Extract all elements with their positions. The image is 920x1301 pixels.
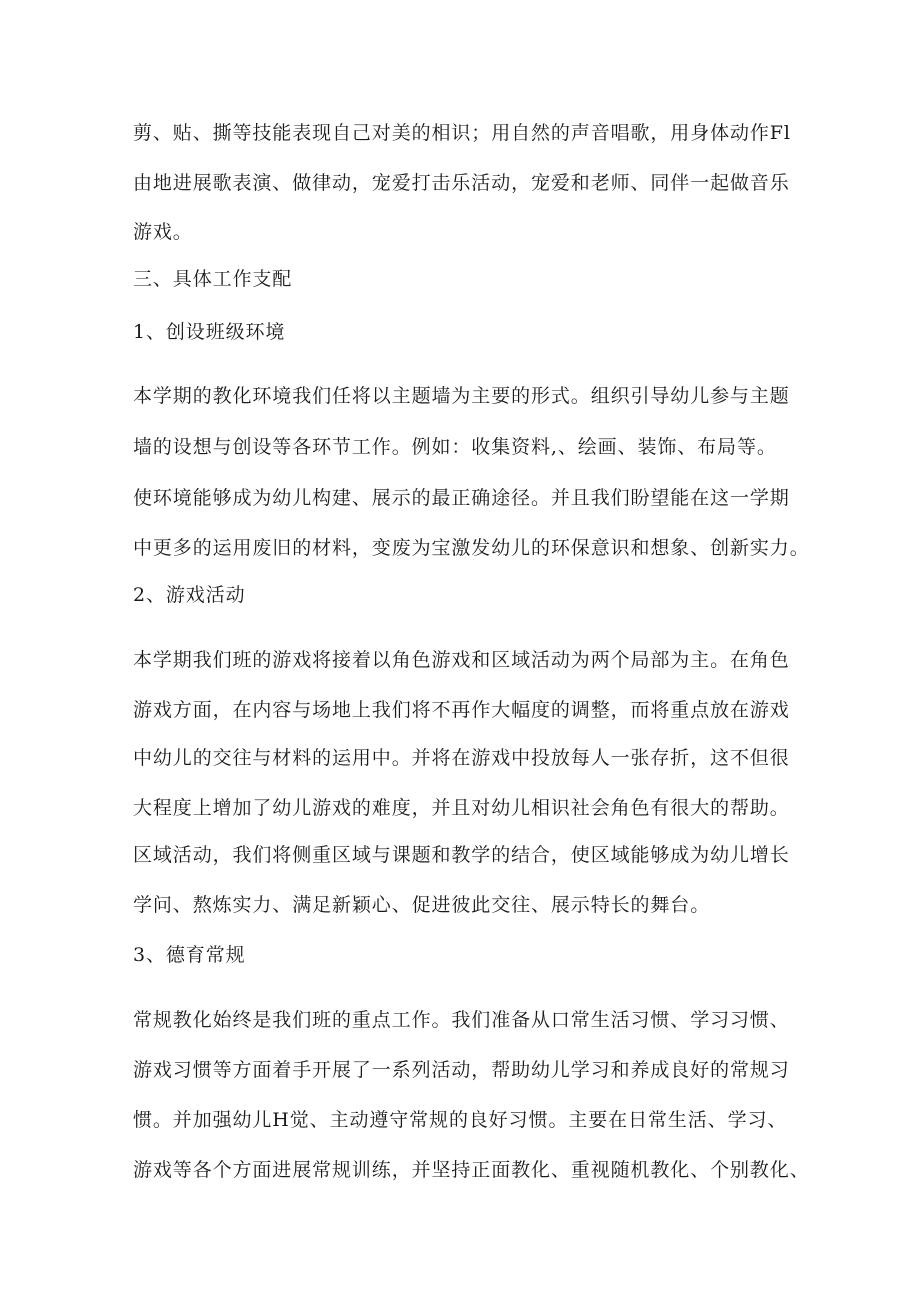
subsection-heading: 3、德育常规 — [133, 944, 246, 966]
text-line: 由地进展歌表演、做律动，宠爱打击乐活动，宠爱和老师、同伴一起做音乐 — [133, 172, 790, 194]
text-line: 游戏习惯等方面着手开展了一系列活动，帮助幼儿学习和养成良好的常规习 — [133, 1059, 790, 1081]
text-line: 使环境能够成为幼儿构建、展示的最正确途径。并且我们盼望能在这一学期 — [133, 487, 790, 509]
text-line: 惯。并加强幼儿H觉、主动遵守常规的良好习惯。主要在日常生活、学习、 — [133, 1109, 788, 1131]
text-line: 中幼儿的交往与材料的运用中。并将在游戏中投放每人一张存折，这不但很 — [133, 747, 790, 769]
text-line: 墙的设想与创设等各环节工作。例如：收集资料,、绘画、装饰、布局等。 — [133, 436, 777, 458]
text-line: 游戏。 — [133, 221, 193, 243]
text-line: 学问、熬炼实力、满足新颖心、促进彼此交往、展示特长的舞台。 — [133, 894, 711, 916]
subsection-heading: 1、创设班级环境 — [133, 321, 286, 343]
text-line: 本学期我们班的游戏将接着以角色游戏和区域活动为两个局部为主。在角色 — [133, 649, 790, 671]
text-line: 大程度上增加了幼儿游戏的难度，并且对幼儿相识社会角色有很大的帮助。 — [133, 797, 790, 819]
text-line: 游戏等各个方面进展常规训练，并坚持正面教化、重视随机教化、个别教化、 — [133, 1159, 810, 1181]
text-line: 区域活动，我们将侧重区域与课题和教学的结合，使区域能够成为幼儿增长 — [133, 844, 790, 866]
text-line: 剪、贴、撕等技能表现自己对美的相识；用自然的声音唱歌，用身体动作Fl — [133, 122, 791, 144]
subsection-heading: 2、游戏活动 — [133, 584, 246, 606]
text-line: 游戏方面，在内容与场地上我们将不再作大幅度的调整，而将重点放在游戏 — [133, 699, 790, 721]
section-heading: 三、具体工作支配 — [133, 268, 293, 290]
text-line: 常规教化始终是我们班的重点工作。我们准备从口常生活习惯、学习习惯、 — [133, 1009, 790, 1031]
text-line: 本学期的教化环境我们任将以主题墙为主要的形式。组织引导幼儿参与主题 — [133, 385, 790, 407]
text-line: 中更多的运用废旧的材料，变废为宝激发幼儿的环保意识和想象、创新实力。 — [133, 537, 810, 559]
